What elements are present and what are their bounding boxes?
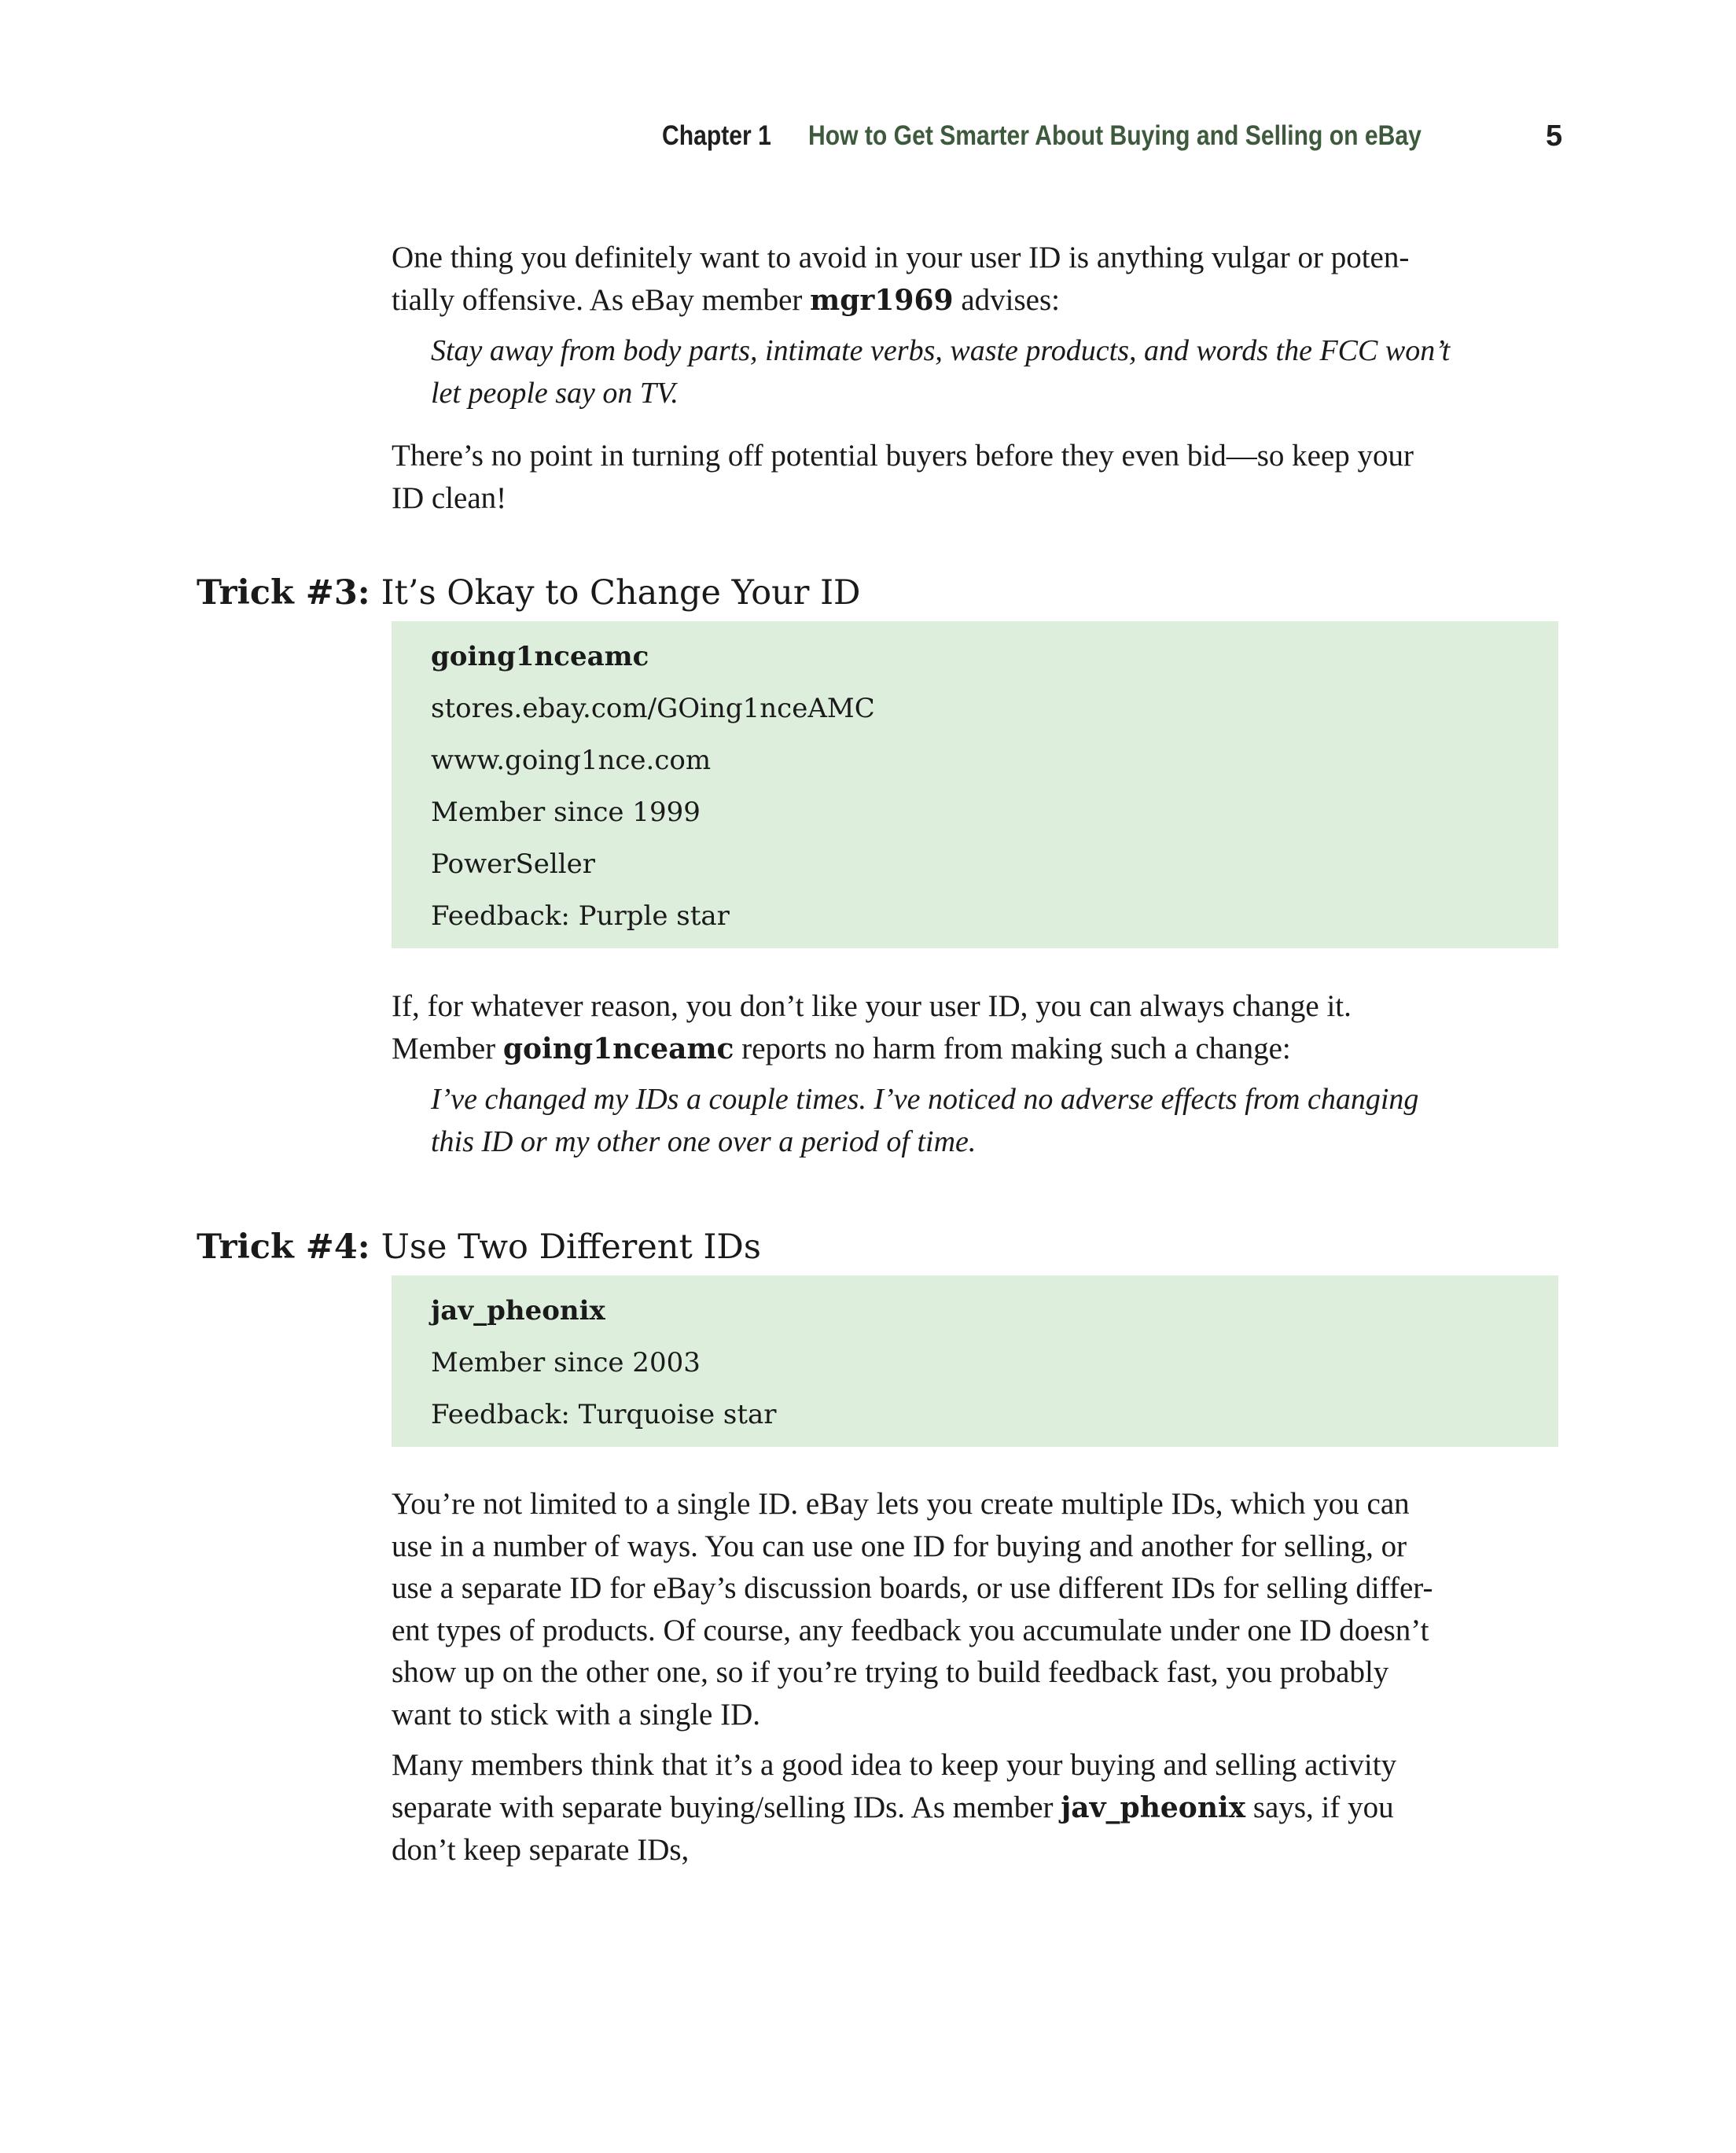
intro-line: There’s no point in turning off potential buyers before they even bid—so keep your [392,439,1414,473]
trick-label: Trick #3: [197,573,370,613]
intro-line: ID clean! [392,480,507,515]
trick-3-heading [197,571,861,615]
member-status: PowerSeller [431,848,595,880]
paragraph-line: ent types of products. Of course, any feedback you accumulate under one ID doesn’t [392,1613,1429,1647]
member-name: mgr1969 [810,283,954,317]
member-profile-box [392,621,1558,948]
quote-line: this ID or my other one over a period of time. [431,1124,977,1158]
trick-title: Use Two Different IDs [381,1227,761,1267]
member-name: going1nceamc [502,1032,734,1065]
member-id: jav_pheonix [431,1295,605,1327]
member-feedback: Feedback: Purple star [431,900,730,932]
paragraph-line: Member [392,1031,503,1065]
paragraph-line: You’re not limited to a single ID. eBay lets you create multiple IDs, which you can [392,1487,1410,1521]
paragraph-line: separate with separate buying/selling IDs. As member [392,1790,1061,1824]
intro-line: One thing you definitely want to avoid in your user ID is anything vulgar or poten- [392,241,1410,274]
trick-3-paragraph [392,985,1555,1070]
trick-label: Trick #4: [197,1227,370,1267]
trick-4-paragraph-2 [392,1744,1555,1871]
intro-line: tially offensive. As eBay member [392,282,811,317]
intro-quote [431,330,1532,414]
paragraph-line: Many members think that it’s a good idea to keep your buying and selling activity [392,1748,1397,1782]
paragraph-line: don’t keep separate IDs, [392,1833,690,1867]
page-number: 5 [1546,120,1563,153]
quote-line: let people say on TV. [431,376,679,410]
member-feedback: Feedback: Turquoise star [431,1399,777,1430]
member-website: www.going1nce.com [431,745,712,776]
chapter-title: How to Get Smarter About Buying and Selling on eBay [808,120,1422,151]
member-name: jav_pheonix [1061,1790,1246,1824]
trick-4-heading [197,1225,761,1269]
quote-line: Stay away from body parts, intimate verbs, waste products, and words the FCC won’t [431,334,1451,367]
paragraph-line: use in a number of ways. You can use one ID for buying and another for selling, or [392,1529,1407,1563]
trick-title: It’s Okay to Change Your ID [381,573,861,613]
trick-3-quote [431,1079,1532,1163]
chapter-label: Chapter 1 [662,120,771,151]
intro-line: advises: [953,282,1060,317]
paragraph-line: want to stick with a single ID. [392,1697,761,1732]
paragraph-line: reports no harm from making such a change: [734,1031,1291,1065]
member-id: going1nceamc [431,641,649,672]
trick-4-paragraph [392,1483,1555,1735]
intro-paragraph [392,237,1555,322]
paragraph-line: If, for whatever reason, you don’t like your user ID, you can always change it. [392,989,1352,1023]
paragraph-line: show up on the other one, so if you’re trying to build feedback fast, you probably [392,1655,1389,1689]
running-header [0,116,1736,156]
paragraph-line: use a separate ID for eBay’s discussion boards, or use different IDs for selling differ- [392,1571,1433,1605]
member-profile-box [392,1275,1558,1447]
quote-line: I’ve changed my IDs a couple times. I’ve noticed no adverse effects from changing [431,1083,1419,1116]
intro-paragraph-2 [392,435,1555,519]
member-since: Member since 1999 [431,797,701,828]
member-since: Member since 2003 [431,1347,701,1378]
paragraph-line: says, if you [1245,1790,1394,1824]
member-store-url: stores.ebay.com/GOing1nceAMC [431,693,875,724]
